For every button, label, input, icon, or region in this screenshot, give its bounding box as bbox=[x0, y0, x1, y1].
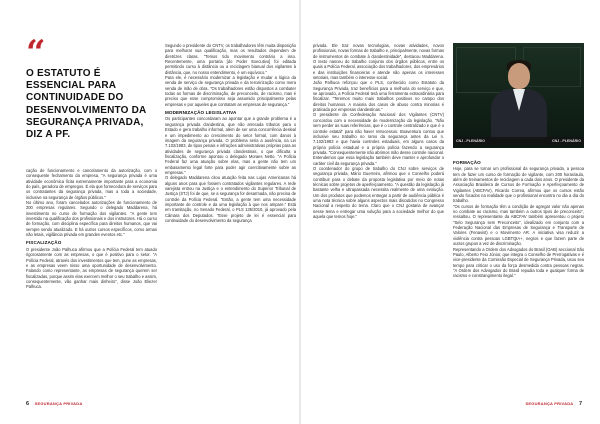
paragraph: O presidente da Confederação Nacional dos Vigilantes (CNTV) concordou com a necessidade de modernização da legislação. "Não sem perder as suas referências, que é o controle centralizado e que é o controle estatal" para não haver retrocessos. Boaventura contou que inclusive seu trabalho no ramo da segurança antes da Lei n. 7.102/1983 e que havia controles estaduais, em alguns casos da própria polícia estadual e a própria polícia fazendo a segurança privada. "Consequentemente não abrimos mão desse controle nacional. Entendemos que essa legislação também deve manter e aprofundar o caráter civil da segurança privada." bbox=[313, 112, 444, 166]
article-column-2 bbox=[165, 43, 296, 223]
article-column-3 bbox=[313, 43, 444, 219]
paragraph: privada. Ele traz novas tecnologias, novas atividades, novos profissionais, novas formas de trabalho e, principalmente, novas formas de instrumentos de combate à clandestinidade", destacou Maddarena. O texto nasceu do trabalho conjunto dos órgãos públicos, entre os quais a Polícia Federal, associação dos trabalhadores, dos empresários e das instituições financeiras e atende não apenas os interesses setoriais, mas também o interesse social. bbox=[313, 43, 444, 81]
paragraph: João Palhuca reforçou que o PLS, conhecido como Estatuto da Segurança Privada, traz benefícios para a melhoria do serviço e que, se aprovado, a Polícia Federal terá uma ferramenta extraordinária para fiscalizar. "Teremos muito mais trabalhos positivos no campo dos direitos humanos. A maioria dos casos de abuso contra minorias é praticada por empresas clandestinas." bbox=[313, 80, 444, 113]
paragraph: Hoje, para se tornar um profissional da segurança privada, a pessoa tem de fazer um curso de formação de vigilante, com 200 horas/aula, além de treinamentos de reciclagem a cada dois anos. O presidente da Associação Brasileira de Cursos de Formação e Aperfeiçoamento de Vigilantes (ABCFAV), Ricardo Correa, afirmou que os cursos estão sendo focados na realidade que o profissional encontra no dia a dia do trabalho. bbox=[453, 166, 584, 204]
paragraph: Os participantes concordaram ao apontar que a grande problema é a segurança privada clandestina, que não arrecada tributos para o Estado e gera trabalho informal, além de ser uma concorrência desleal e um impedimento ao crescimento do setor formal, com danos à imagem da segurança privada. O problema seria a ausência, na Lei 7.102/1983, de tipos penais e infrações administrativas próprias para as atividades de segurança privada clandestinas, o que dificulta a fiscalização, conforme apontou o delegado Moraes Netto. "A Polícia Federal faz uma atuação sobre elas, mas a gente não tem um embasamento legal forte para poder agir coercitivamente sobre as empresas." bbox=[165, 116, 296, 175]
magazine-name: SEGURANÇA PRIVADA bbox=[525, 401, 574, 406]
paragraph: Segundo o presidente do CNTV, os trabalhadores têm muita disposição para melhorar sua qualificação, mas os resultados dependem de diretrizes claras. "Temos tido movimento contrário a isso. Recentemente, uma portaria [do Poder Executivo] foi editada permitindo curso à distância ou a reciclagem bianual dos vigilantes à distância, que, no nosso entendimento, é um equívoco." bbox=[165, 43, 296, 75]
photo-caption-right: CNJ - PLENÁRIO bbox=[552, 139, 581, 143]
photo-caption-left: CNJ - PLENÁRIO bbox=[456, 139, 485, 143]
article-column-1 bbox=[26, 168, 157, 290]
paragraph: Representando a Ordem dos Advogados do Brasil (OAB) seccional São Paulo, Alberto Feio Júnior, que integra o Conselho de Prerrogativas e é vice-presidente da Comissão Especial de Segurança Privada, usou seu tempo para criticar o uso da força desmedida contra pessoas negras. "A Ordem dos Advogados do Brasil repudia toda e qualquer forma de racismo e constrangimento ilegal." bbox=[453, 246, 584, 279]
speaker-head bbox=[508, 63, 530, 89]
pull-quote-mark: “ bbox=[26, 33, 46, 73]
subhead-modernizacao-legislativa: MODERNIZAÇÃO LEGISLATIVA bbox=[165, 110, 237, 116]
magazine-name: SEGURANÇA PRIVADA bbox=[34, 401, 83, 406]
paragraph: cação de funcionamento e cancelamento da autorização, com o consequente fechamento da empresa. "A segurança privada é uma atividade econômica lícita extremamente importante para a economia do país, geradora de empregos. É ela que fornecedora de serviços para os contratantes da segurança privada, mas a toda a sociedade, inclusive na segurança de órgãos públicos." bbox=[26, 168, 157, 200]
paragraph: Para ele, é necessário modernizar a legislação e mudar a lógica da venda de serviço de segurança privada e da terceirização como mera venda de mão de obra. "Os trabalhadores estão dispostos a combater todas as formas de discriminação, de preconceito, de racismo, mas é preciso que esse compromisso seja assumido principalmente pelas empresas e por aqueles que contratam as empresas de segurança." bbox=[165, 75, 296, 107]
article-column-4 bbox=[453, 157, 584, 279]
folio-left bbox=[26, 401, 86, 407]
paragraph: "Os cursos de formação têm a condição de agregar valor não apenas no combate ao racismo, mas também a outros tipos de preconceito", ressaltou. O representante da ABCFAV também apresentou o projeto "Selo Segurança sem Preconceito", idealizado em conjunto com a Federação Nacional das Empresas de Segurança e Transporte de Valores (Fenavist) e o Movimento AR. A iniciativa visa reduzir a violência contra pessoas LGBTQIA+, negros e que fazem parte de outros grupos a vez de discriminação. bbox=[453, 203, 584, 247]
folio-right bbox=[522, 401, 582, 407]
page-number: 6 bbox=[26, 401, 30, 407]
subhead-formacao: FORMAÇÃO bbox=[453, 160, 481, 165]
subhead-fiscalizacao: FISCALIZAÇÃO bbox=[26, 240, 62, 246]
pull-quote: O ESTATUTO É ESSENCIAL PARA CONTINUIDADE DO DESENVOLVIMENTO DA SEGURANÇA PRIVADA, DIZ A PF. bbox=[26, 68, 147, 141]
paragraph: O delegado Maddarena citou atuação feita nas Lojas Americanas há alguns anos para que fossem contratados vigilantes regulares. A rede varejista entrou na Justiça e o entendimento do Superior Tribunal de Justiça (STJ) foi de que, se a segurança for desarmada, não precisa de controle da Polícia Federal. "Então, a gente tem uma necessidade importante de controle e da uma legislação à que nos ampare." Está em tramitação, no Senado Federal, o PLS 135/2010, já aprovado pela Câmara dos Deputados. "Esse projeto de lei é essencial para continuidade do desenvolvimento da segurança bbox=[165, 175, 296, 223]
paragraph: O coordenador do grupo de trabalho do CNJ sobre serviços de segurança privada, Mário Guerreiro, afirmou que o Conselho poderá contribuir para o debate da proposta legislativa por meio de notas técnicas sobre projetos de aperfeiçoamento. "A questão da legislação já bastante velha e ultrapassada necessita realmente de uma evolução. Um dos produtos que podemos entregar a partir de audiência pública é uma nota técnica sobre alguns aspectos mais discutidos no Congresso Nacional a respeito do tema. Claro que o CNJ gostaria de avançar nesse tema e entregar uma solução para a sociedade melhor do que aquela que temos hoje." bbox=[313, 165, 444, 219]
paragraph: O presidente João Palhuca afirmou que a Polícia Federal tem atuado rigorosamente com as empresas, o que é positivo para o setor. "A Polícia Federal, através dos investimentos que tem, pune as empresas, e as empresas veem nisso uma oportunidade de desenvolvimento. Falando como representante, as empresas de segurança querem ser fiscalizadas, porque assim elas exercem melhor o seu trabalho e assim, consequentemente, vão ganhar mais dinheiro", disse João Eliezer Palhuca. bbox=[26, 246, 157, 290]
page-number: 7 bbox=[578, 401, 582, 407]
page-spine bbox=[299, 0, 301, 424]
paragraph: No último ano, foram cancelados autorizações de funcionamento de 200 empresas regulares. Segundo o delegado Maddarena, há investimento no curso de formação dos vigilantes. "A gente tem investido na qualificação dos profissionais e dos instrutores. Há o curso de formação, com disciplina específica para direitos humanos, que vai sempre sendo atualizado. E há outros cursos específicos, como armas não letais, vigilância privada em grandes eventos etc." bbox=[26, 200, 157, 238]
speaker-photo bbox=[453, 43, 584, 148]
